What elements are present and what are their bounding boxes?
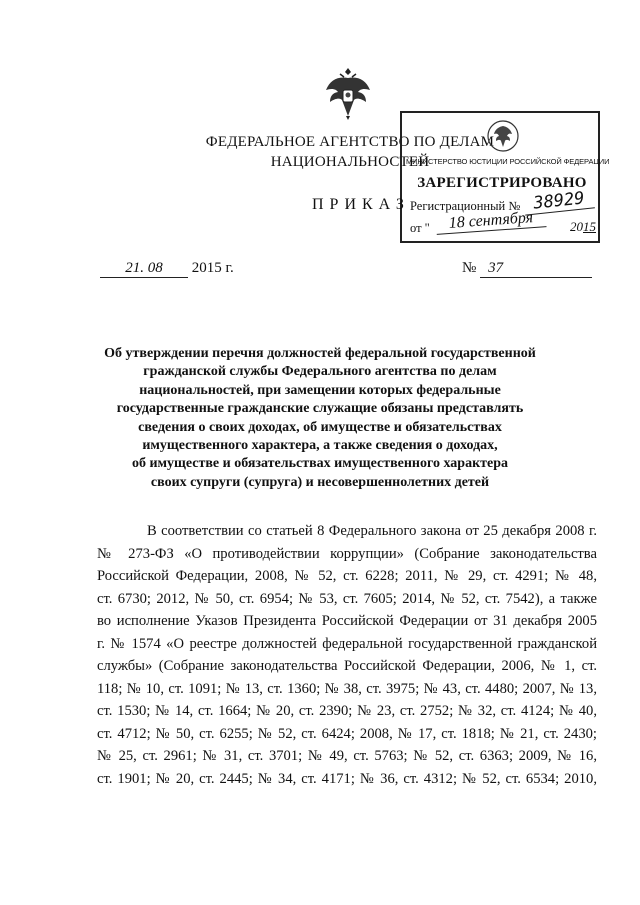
order-body-text <box>97 520 597 790</box>
order-heading <box>90 345 550 492</box>
body-line: службы» (Собрание законодательства Российской Федерации, 2006, № 1, ст. <box>97 658 597 674</box>
body-line: № 25, ст. 2961; № 31, ст. 3701; № 49, ст. 5763; № 52, ст. 6363; 2009, № 16, <box>97 748 597 764</box>
body-line: ст. 1530; № 14, ст. 1664; № 20, ст. 2390; № 23, ст. 2752; № 32, ст. 4124; № 40, <box>97 703 597 719</box>
stamp-year-prefix: 20 <box>570 219 583 234</box>
agency-name-line1: ФЕДЕРАЛЬНОЕ АГЕНТСТВО ПО ДЕЛАМ <box>205 134 495 150</box>
order-number <box>462 260 592 278</box>
heading-line: имущественного характера, а также сведения о доходах, <box>142 438 498 454</box>
stamp-handwritten-date: 18 сентября <box>435 208 546 235</box>
heading-line: национальностей, при замещении которых федеральные <box>139 382 501 398</box>
order-year: 2015 г. <box>191 260 234 276</box>
order-date <box>100 260 234 278</box>
stamp-handwritten-year: 15 <box>583 219 596 234</box>
order-title: ПРИКАЗ <box>312 196 410 213</box>
stamp-registration-label: Регистрационный № <box>410 199 521 213</box>
registration-stamp <box>400 111 610 243</box>
order-number-label: № <box>462 260 477 276</box>
body-line: В соответствии со статьей 8 Федерального закона от 25 декабря 2008 г. <box>147 523 597 539</box>
body-line: № 273-ФЗ «О противодействии коррупции» (Собрание законодательства <box>97 545 597 562</box>
stamp-registration-number: 38929 <box>523 187 595 215</box>
heading-line: гражданской службы Федерального агентства по делам <box>143 364 497 380</box>
agency-name-line2: НАЦИОНАЛЬНОСТЕЙ <box>270 154 430 170</box>
body-line: г. № 1574 «О реестре должностей федеральной государственной гражданской <box>97 635 597 652</box>
heading-line: сведения о своих доходах, об имуществе и обязательствах <box>138 419 502 435</box>
body-line: ст. 1901; № 20, ст. 2445; № 34, ст. 4171; № 36, ст. 4312; № 52, ст. 6534; 2010, <box>97 770 597 787</box>
body-line: во исполнение Указов Президента Российской Федерации от 31 декабря 2005 <box>97 613 597 629</box>
order-handwritten-date: 21. 08 <box>100 260 188 278</box>
body-line: 118; № 10, ст. 1091; № 13, ст. 1360; № 38, ст. 3975; № 43, ст. 4480; 2007, № 13, <box>97 680 597 697</box>
ministry-seal-icon <box>486 119 520 153</box>
stamp-year <box>570 219 596 235</box>
heading-line: государственные гражданские служащие обязаны представлять <box>116 401 524 417</box>
stamp-ministry-name: МИНИСТЕРСТВО ЮСТИЦИИ РОССИЙСКОЙ ФЕДЕРАЦИИ <box>406 157 610 166</box>
heading-line: своих супруги (супруга) и несовершеннолетних детей <box>150 474 490 490</box>
stamp-date-prefix: от " <box>410 221 430 235</box>
heading-line: Об утверждении перечня должностей федеральной государственной <box>104 346 536 361</box>
order-handwritten-number: 37 <box>480 260 592 278</box>
body-line: ст. 4712; № 50, ст. 6255; № 52, ст. 6424; 2008, № 17, ст. 1818; № 21, ст. 2430; <box>97 725 597 742</box>
stamp-registered-label: ЗАРЕГИСТРИРОВАНО <box>417 175 587 191</box>
body-line: Российской Федерации, 2008, № 52, ст. 6228; 2011, № 29, ст. 4291; № 48, <box>97 568 597 584</box>
heading-line: об имуществе и обязательствах имущественного характера <box>131 456 509 472</box>
body-line: ст. 6730; 2012, № 50, ст. 6954; № 53, ст. 7605; 2014, № 52, ст. 7542), а также <box>97 590 597 607</box>
coat-of-arms-emblem <box>322 62 374 122</box>
